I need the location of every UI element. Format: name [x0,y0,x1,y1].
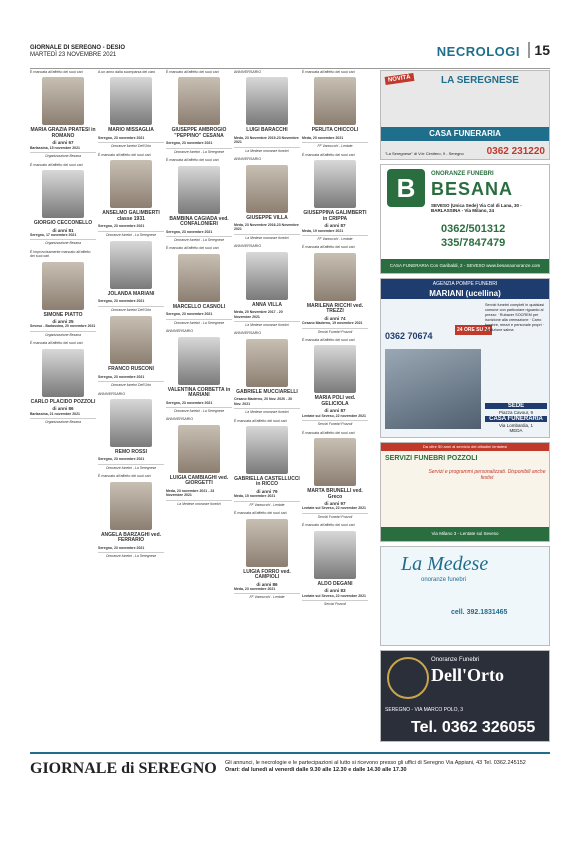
pozzoli-footer: Via Milano 3 - Lentate sul Seveso [381,527,549,541]
obituary-age: di anni 67 [52,140,74,146]
paper-name: GIORNALE DI SEREGNO - DESIO [30,45,126,51]
casa-address: Via Lombardia, 1 [499,423,533,428]
obituary-date: Meda, 20 Novembre 2017 - 20 Novembre 2021 [234,310,283,319]
obituary-signature: Servizi Funebri Pozzoli [302,328,368,334]
obituary [98,474,164,558]
obituary-announcement: ANNIVERSARIO [234,70,262,74]
obituary-name: GIUSEPPE AMBROGIO "PEPPINO" CESANA [171,127,227,139]
footer-text [225,760,526,774]
portrait-photo [314,345,356,393]
portrait-photo [314,160,356,208]
obituary [98,70,164,149]
portrait-photo [246,252,288,300]
obituary-date: Seregno, 23 novembre 2021 [166,229,213,234]
obituary-date: Seregno, 23 novembre 2021 [166,312,213,317]
seregnese-logo: LA SEREGNESE [441,75,519,86]
obituary-date: Barlassina, 21 novembre 2021 [30,411,81,416]
portrait-photo [110,160,152,208]
medese-subtitle: onoranze funebri [421,577,467,583]
obituary-signature: Onoranze funebri Dell'Orto [98,142,164,148]
obituary-age: di anni 87 [324,408,346,414]
obituary [166,246,232,325]
obituary-date: Cesano Maderno, 20 Nov. 2020 - 20 Nov. 2021 [234,397,293,406]
mariani-top-2: MARIANI (ucellina) [429,289,501,298]
obituary-signature: Organizzazione Besana [30,152,96,158]
obituary [302,338,368,427]
obituary-date: Meda, 15 novembre 2021 [234,494,276,499]
obituary [302,153,368,242]
obituary-signature: Onoranze funebri - La Seregnese [166,148,232,154]
obituary [234,70,300,153]
obituary [30,341,96,424]
casa-label: CASA FUNERARIA [485,416,547,422]
obituary-announcement: ANNIVERSARIO [234,157,262,162]
obituary [166,417,232,506]
obituary-name: MARIA GRAZIA PRATESI in ROMANO [30,127,96,139]
obituary-date: Meda, 20 novembre 2021 [302,135,344,140]
obituary-announcement: È mancata all'affetto dei suoi cari [302,152,355,157]
obituary [302,523,368,606]
section-title: NECROLOGI [436,44,520,59]
obituary-signature: FF Vannucchi - Lentate [302,142,368,148]
obituary-announcement: È mancata all'affetto dei suoi cari [302,70,355,74]
besana-phone-2: 335/7847479 [441,237,506,249]
obituary-signature: La Medese onoranze funebri [234,321,300,327]
obituary-announcement: È mancata all'affetto dei suoi cari [30,70,83,74]
paper-info [30,45,125,59]
dellorto-address: SEREGNO - VIA MARCO POLO, 3 [385,707,464,713]
obituary [30,70,96,159]
besana-logo-icon: B [387,169,425,207]
obituary-date: Cesano Maderno, 19 novembre 2021 [302,321,363,326]
portrait-photo [314,438,356,486]
portrait-photo [246,519,288,567]
portrait-photo [110,316,152,364]
portrait-photo [110,77,152,125]
mariani-services: Servizi funebri completi in qualsiasi comune con particolare riguardo al prezzo · Rubacer SOCREM per iscrizione alla cremazione · Carro funebre, mezzi e personale propri · Vestizione salma [485,303,545,332]
seregnese-address: "La Seregnese" di V.le Cimitero, 9 - Seregno [385,151,464,156]
obituary-date: Meda, 23 Novembre 2016-23 Novembre 2021 [234,223,299,232]
obituary-age: di anni 86 [52,406,74,412]
ad-besana[interactable] [380,164,550,274]
portrait-photo [178,77,220,125]
obituary-name: MARILENA RICCHI ved. TREZZI [306,302,364,315]
portrait-photo [178,425,220,473]
obituary-column [234,70,300,750]
paper-date: MARTEDÌ 23 NOVEMBRE 2021 [30,52,117,58]
obituary-date: Seregno, 23 novembre 2021 [98,457,145,462]
obituary-name: ANNA VILLA [251,301,283,308]
obituary-date: Seregno, 23 novembre 2021 [166,141,213,146]
ad-dellorto[interactable] [380,650,550,742]
pozzoli-text: Servizi e programmi personalizzati. Disponibili anche festivi [428,469,546,481]
portrait-photo [178,166,220,214]
portrait-photo [246,426,288,474]
obituary-name: BAMBINA CAGIADA ved. CONFALONIERI [169,215,229,228]
obituary-name: LUIGI BARACCHI [246,127,288,134]
ads-column [380,70,550,750]
dellorto-title: Dell'Orto [431,665,504,685]
obituary [166,158,232,242]
obituary-announcement: È mancato all'affetto dei suoi cari [30,162,83,167]
obituary [234,331,300,414]
obituary-announcement: È mancata all'affetto dei suoi cari [234,418,287,423]
obituary-date: Barlassina, 15 novembre 2021 [30,145,81,150]
obituary [30,163,96,246]
obituary-name: ANSELMO GALIMBERTI classe 1931 [102,210,160,222]
obituary-announcement: A un anno dalla scomparsa del caro [98,70,156,74]
obituary-name: SIMONE PIATTO [43,311,83,318]
obituary-columns [30,70,370,750]
obituary-name: GABRIELLA CASTELLUCCI in RICCO [234,475,300,488]
page-number: 15 [528,42,550,58]
obituary [98,153,164,237]
sede-city: MEDA [509,428,523,433]
portrait-photo [110,241,152,289]
page-footer [30,752,550,784]
obituary-signature: Organizzazione Besana [30,331,96,337]
obituary-signature: La Medese onoranze funebri [234,234,300,240]
obituary [234,511,300,600]
obituary-date: Seveso - Barlassina, 20 novembre 2021 [30,324,96,329]
obituary-age: di anni 97 [324,501,346,506]
portrait-photo [42,262,84,310]
obituary-signature: FF Vannucchi - Lentate [302,235,368,241]
obituary-announcement: ANNIVERSARIO [98,391,126,396]
obituary-date: Seregno, 23 novembre 2021 [98,135,145,140]
obituary-signature: FF Vannucchi - Lentate [234,593,300,599]
obituary-date: Meda, 23 Novembre 2019-23 Novembre 2021 [234,135,299,145]
obituary-date: Lentate sul Seveso, 22 novembre 2021 [302,593,367,598]
medese-phone: cell. 392.1831465 [451,609,508,616]
pozzoli-logo: SERVIZI FUNEBRI POZZOLI [385,455,478,462]
obituary-signature: Onoranze funebri - La Seregnese [166,407,232,413]
sede-address: Piazza Cavour, 9 [498,410,534,415]
obituary-announcement: È mancato all'affetto dei suoi cari [98,474,151,479]
mariani-top-1: AGENZIA POMPE FUNEBRI [432,281,498,287]
footer-brand: GIORNALE di SEREGNO [30,760,217,777]
dellorto-subtitle: Onoranze Funebri [431,657,480,663]
obituary-announcement: È mancato all'affetto dei suoi cari [98,152,151,157]
obituary [98,241,164,312]
obituary-date: Meda, 23 novembre 2021 [234,586,276,591]
portrait-photo [110,399,152,447]
obituary-signature: Servizi Funebri Pozzoli [302,513,368,519]
portrait-photo [178,254,220,302]
portrait-photo [314,253,356,301]
obituary-signature: Organizzazione Besana [30,418,96,424]
obituary-announcement: ANNIVERSARIO [166,329,194,334]
obituary-name: MARIO MISSAGLIA [108,127,154,134]
novita-badge: NOVITÀ [385,73,415,85]
portrait-photo [314,77,356,125]
portrait-photo [110,482,152,530]
obituary-announcement: ANNIVERSARIO [234,244,262,249]
obituary-age: di anni 87 [324,223,346,229]
obituary-name: REMO ROSSI [115,448,147,455]
besana-subtitle: ONORANZE FUNEBRI [431,171,494,177]
obituary-announcement: È mancata all'affetto dei suoi cari [302,337,355,342]
ad-mariani[interactable] [380,278,550,438]
obituary [98,316,164,387]
obituary-column [30,70,96,750]
portrait-photo [178,337,220,385]
obituary-column [302,70,368,750]
besana-title: BESANA [431,179,514,199]
casa-funeraria-bar: CASA FUNERARIA [381,127,549,141]
obituary-name: MARIA POLI ved. GELICIOLA [314,395,356,407]
obituary-signature: Onoranze funebri Dell'Orto [98,306,164,312]
pozzoli-band: Da oltre 50 anni al servizio dei cittadini lentatesi [381,443,549,451]
obituary [302,245,368,334]
obituary-signature: La Medese onoranze funebri [234,147,300,153]
obituary-signature: La Medese onoranze funebri [234,408,300,414]
obituary-signature: Servizi Funebri Pozzoli [302,420,368,426]
obituary-name: LUIGIA FORRO ved. CAMPIOLI [243,568,291,581]
portrait-photo [314,531,356,579]
obituary-announcement: È mancata all'affetto dei suoi cari [234,511,287,516]
obituary-date: Seregno, 17 novembre 2021 [30,232,77,237]
obituary-date: Seregno, 23 novembre 2021 [166,400,213,405]
obituary-signature: Onoranze funebri - La Seregnese [166,319,232,325]
obituary-name: GABRIELE MUCCIARELLI [236,388,298,395]
obituary [234,157,300,240]
obituary-name: FRANCO RUSCONI [108,366,154,373]
obituary [30,250,96,338]
obituary-signature: Onoranze funebri Dell'Orto [98,381,164,387]
portrait-photo [246,77,288,125]
obituary-age: di anni 83 [324,588,346,594]
obituary-name: ANGELA BARZAGHI ved. FERRARIO [100,531,162,544]
footer-line-1: Gli annunci, le necrologie e le partecipazioni al lutto si ricevono presso gli uffici di Seregno Via Appiani, 43 Tel. 0362.245152 [225,760,526,766]
obituary-signature: Organizzazione Besana [30,239,96,245]
obituary-name: GIUSEPPE VILLA [246,214,288,221]
portrait-photo [246,165,288,213]
obituary-date: Meda, 19 novembre 2021 [302,228,344,233]
besana-phone-1: 0362/501312 [441,223,506,235]
obituary-announcement: È mancata all'affetto dei suoi cari [30,341,83,346]
obituary-announcement: È mancato all'affetto dei suoi cari [166,246,219,251]
obituary-announcement: ANNIVERSARIO [166,417,194,422]
mariani-hours: 24 ORE SU 24 [457,327,491,333]
obituary [234,244,300,327]
obituary [166,70,232,154]
obituary-announcement: È mancata all'affetto dei suoi cari [302,245,355,250]
obituary-name: ALDO DEGANI [317,580,353,587]
obituary-name: PERLITA CHICCOLI [311,127,359,134]
obituary-announcement: È mancata all'affetto dei suoi cari [302,430,355,435]
obituary-date: Seregno, 23 novembre 2021 [98,374,145,379]
ad-medese[interactable] [380,546,550,646]
portrait-photo [42,77,84,125]
mariani-building-photo [385,349,481,429]
obituary-announcement: È mancato all'affetto dei suoi cari [166,70,219,74]
obituary-name: VALENTINA CORBETTA in MARIANI [167,386,231,399]
obituary-date: Seregno, 23 novembre 2021 [98,299,145,304]
obituary-announcement: È improvvisamente mancato all'affetto dei suoi cari [30,249,91,259]
obituary-age: di anni 81 [52,227,74,233]
obituary-name: MARTA BRUNELLI ved. Greco [307,488,363,500]
obituary-name: LUIGIA CAMBIAGHI ved. GIORGETTI [169,474,229,487]
obituary-signature: Onoranze funebri - La Seregnese [98,231,164,237]
obituary-signature: Servizi Pozzoli [302,600,368,606]
besana-address: SEVESO (Unica Sede) Via Col di Lana, 30 - BARLASSINA - Via Milano, 24 [431,203,522,213]
mariani-phone: 0362 70674 [385,331,433,341]
obituary-signature: Onoranze funebri - La Seregnese [98,464,164,470]
obituary-announcement: È mancato all'affetto dei suoi cari [302,523,355,528]
obituary-announcement: È mancata all'affetto dei suoi cari [166,158,219,163]
obituary [302,431,368,520]
obituary-column [166,70,232,750]
obituary-name: GIUSEPPINA GALIMBERTI in CRIPPA [303,210,367,222]
ad-pozzoli[interactable] [380,442,550,542]
seregnese-phone: 0362 231220 [486,146,545,157]
obituary-announcement: ANNIVERSARIO [234,331,262,336]
obituary-name: GIORGIO CECCONELLO [33,220,93,227]
obituary-signature: La Medese onoranze funebri [166,500,232,506]
portrait-photo [42,170,84,218]
sede-label: SEDE [485,403,547,409]
dellorto-phone: Tel. 0362 326055 [411,719,536,736]
obituary-name: JOLANDA MARIANI [107,290,155,297]
dellorto-seal-icon [387,657,429,699]
obituary-date: Lentate sul Seveso, 22 novembre 2021 [302,413,367,418]
mariani-header [381,279,549,299]
obituary-signature: Onoranze funebri - La Seregnese [98,552,164,558]
obituary [302,70,368,149]
besana-footer: CASA FUNERARIA Con Garibaldi, 2 - SEVESO www.besanaonoranze.com [381,259,549,273]
obituary-date: Meda, 23 novembre 2021 - 23 Novembre 2021 [166,488,215,498]
portrait-photo [246,339,288,387]
obituary-date: Seregno, 23 novembre 2021 [98,224,145,229]
obituary [98,392,164,471]
obituary-age: di anni 86 [256,581,278,587]
obituary-age: di anni 74 [324,315,346,321]
medese-title: La Medese [401,553,489,575]
portrait-photo [42,349,84,397]
obituary [166,329,232,413]
obituary-age: di anni 25 [52,319,74,325]
ad-la-seregnese[interactable] [380,70,550,160]
page-header [30,42,550,69]
obituary-signature: Onoranze funebri - La Seregnese [166,236,232,242]
obituary [234,419,300,508]
obituary-column [98,70,164,750]
footer-line-2: Orari: dal lunedì al venerdì dalle 9.30 alle 12.30 e dalle 14.30 alle 17.30 [225,767,407,773]
obituary-age: di anni 79 [256,488,278,494]
obituary-name: CARLO PLACIDO POZZOLI [30,398,96,405]
obituary-signature: FF Vannucchi - Lentate [234,501,300,507]
obituary-name: MARCELLO CASNOLI [172,303,226,310]
obituary-date: Seregno, 23 novembre 2021 [98,545,145,550]
obituary-date: Lentate sul Seveso, 22 novembre 2021 [302,506,367,511]
mariani-sede [485,402,547,433]
